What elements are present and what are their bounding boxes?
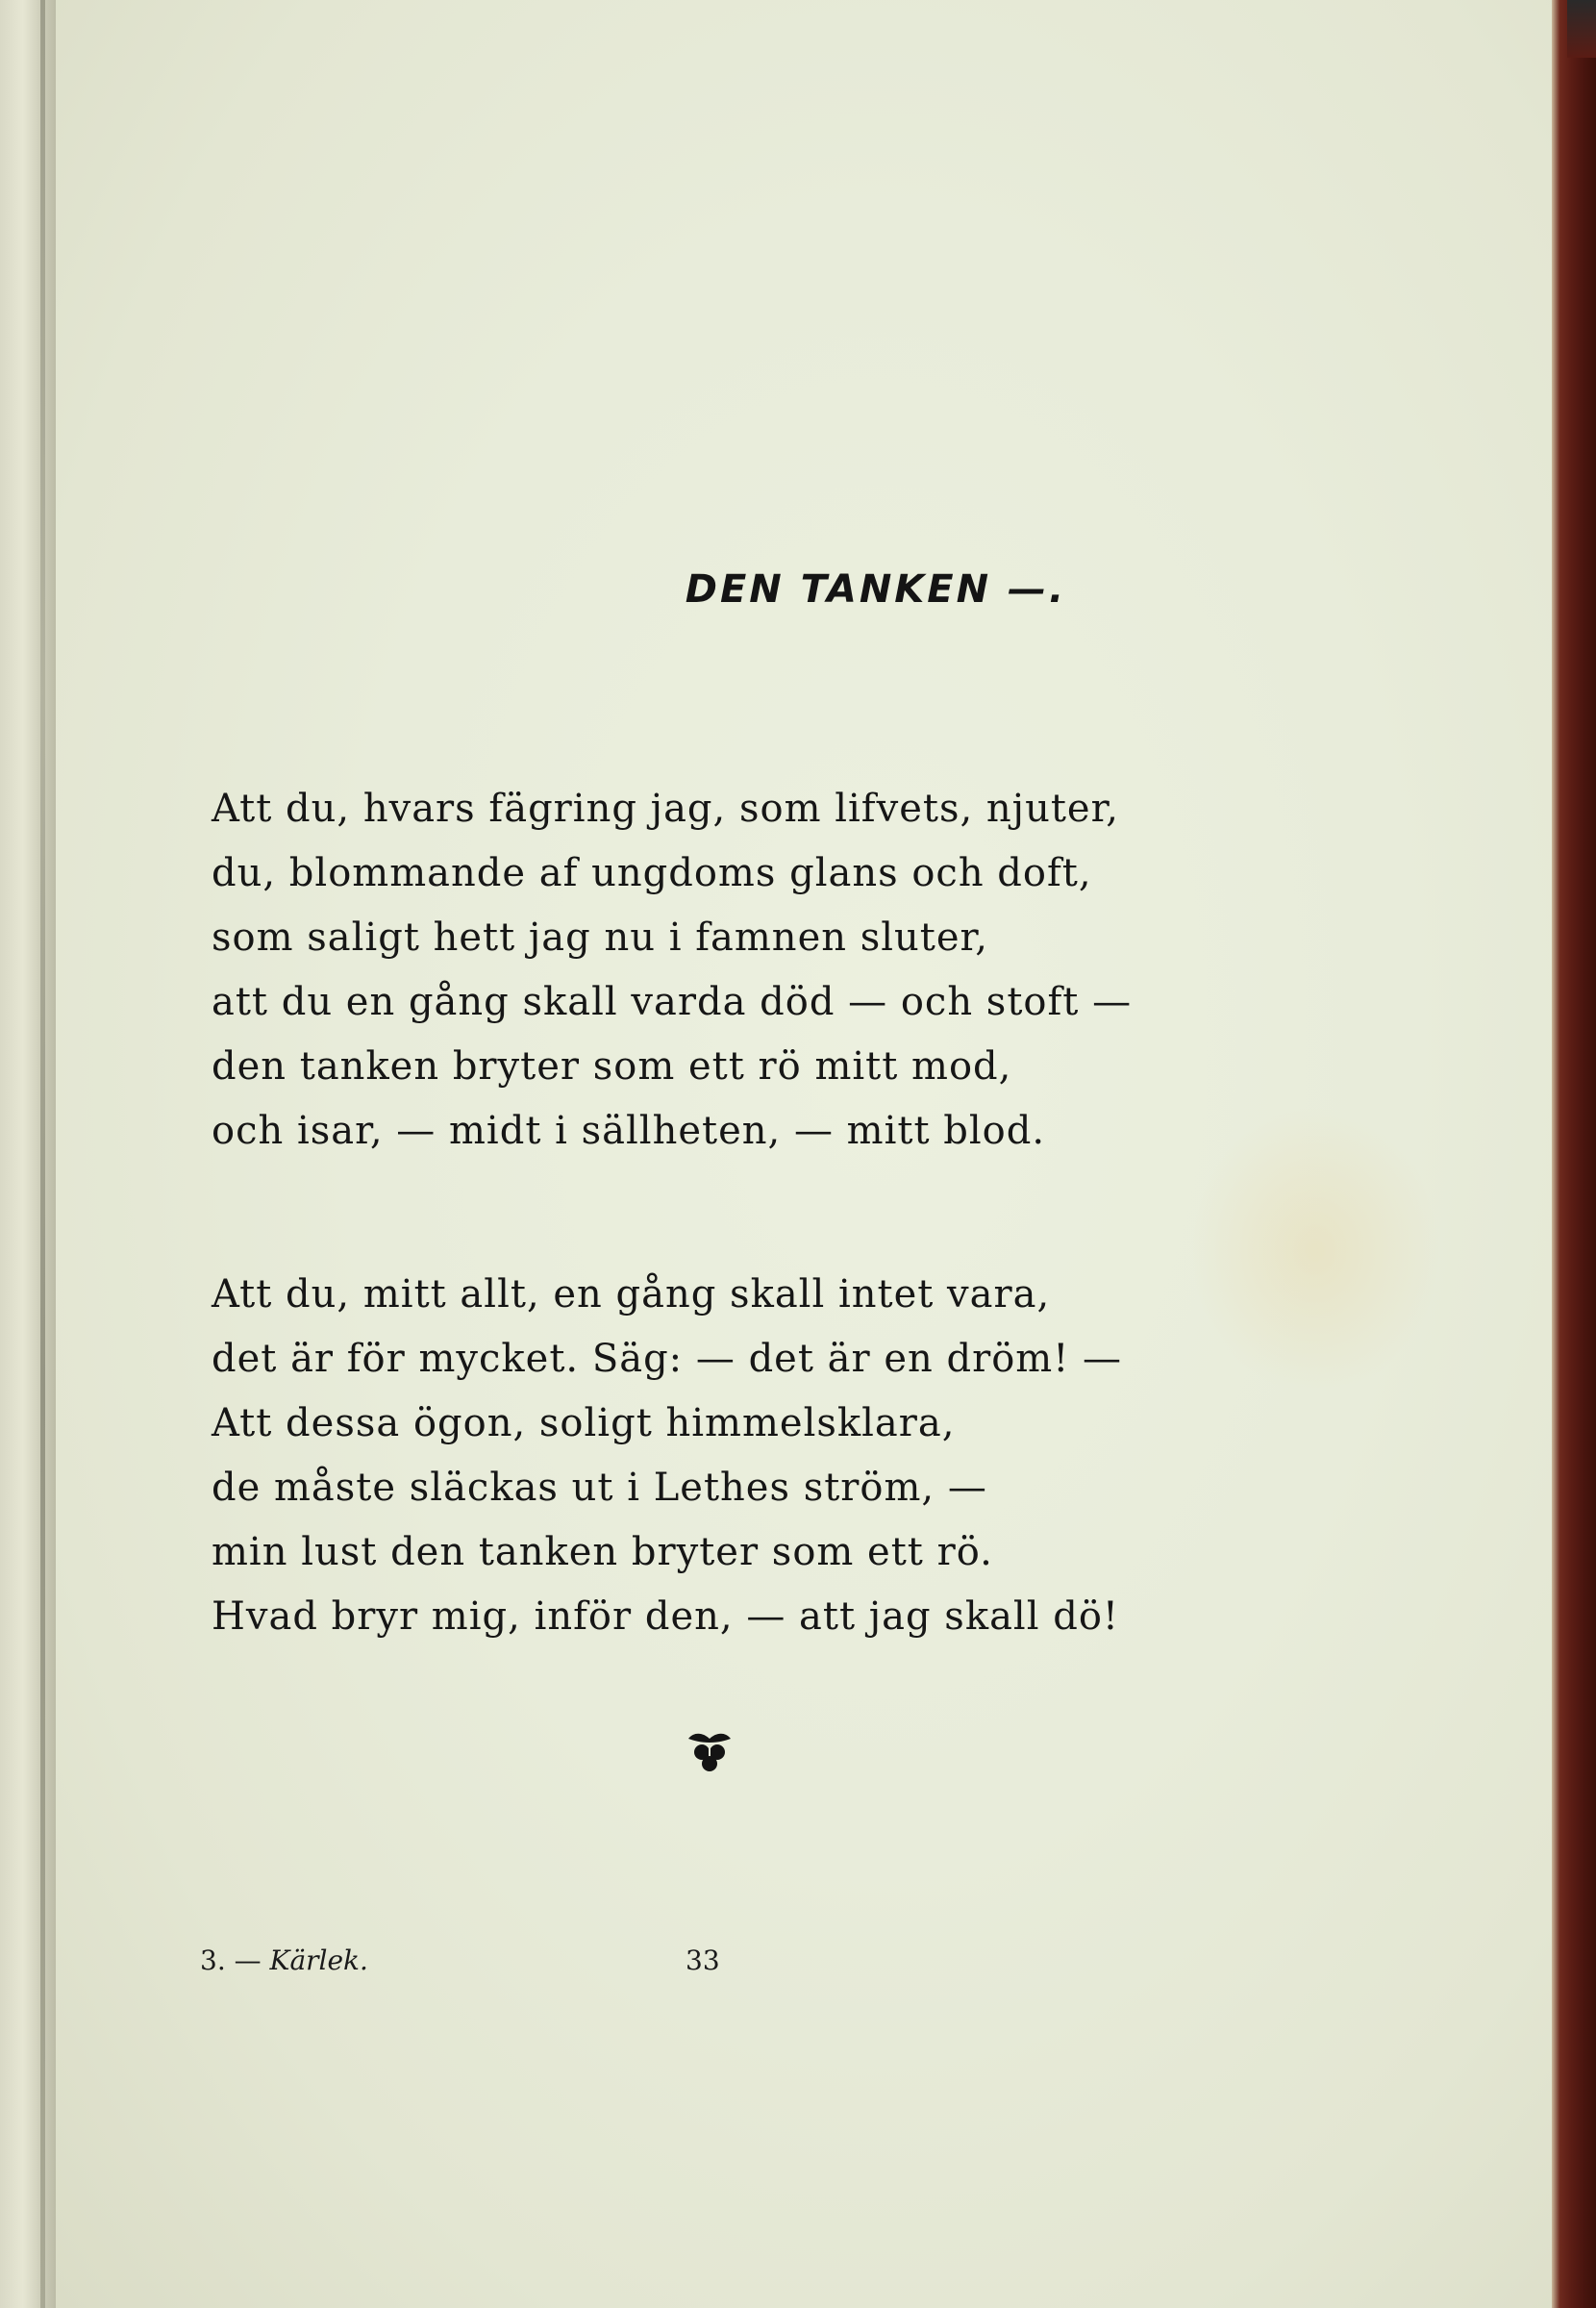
book-cover-edge <box>1552 0 1596 2308</box>
verse-line: att du en gång skall varda död — och stoft — <box>212 980 1133 1024</box>
verse-line: Hvad bryr mig, inför den, — att jag skall dö! <box>212 1594 1119 1639</box>
verse-line: Att dessa ögon, soligt himmelsklara, <box>212 1401 956 1445</box>
verse-line: Att du, hvars fägring jag, som lifvets, njuter, <box>212 787 1120 831</box>
fleuron-icon <box>681 1721 738 1779</box>
stanza-2 <box>212 1263 1346 1649</box>
verse-line: som saligt hett jag nu i famnen sluter, <box>212 916 988 960</box>
verse-line: och isar, — midt i sällheten, — mitt blod. <box>212 1109 1046 1153</box>
facing-page-edge <box>0 0 58 2308</box>
page-number: 33 <box>686 1944 720 1976</box>
poem-title: DEN TANKEN —. <box>685 567 1067 612</box>
signature-number: 3. — <box>200 1944 262 1976</box>
gutter-shadow <box>40 0 45 2308</box>
verse-line: min lust den tanken bryter som ett rö. <box>212 1530 993 1574</box>
verse-line: Att du, mitt allt, en gång skall intet vara, <box>212 1272 1051 1317</box>
verse-line: det är för mycket. Säg: — det är en dröm! — <box>212 1337 1123 1381</box>
signature-title: Kärlek. <box>269 1944 368 1976</box>
stanza-1 <box>212 777 1346 1164</box>
verse-line: du, blommande af ungdoms glans och doft, <box>212 851 1092 895</box>
verse-line: de måste släckas ut i Lethes ström, — <box>212 1466 987 1510</box>
verse-line: den tanken bryter som ett rö mitt mod, <box>212 1044 1012 1089</box>
book-page <box>56 0 1552 2308</box>
cover-corner <box>1567 0 1596 58</box>
signature-mark <box>200 1944 368 1976</box>
